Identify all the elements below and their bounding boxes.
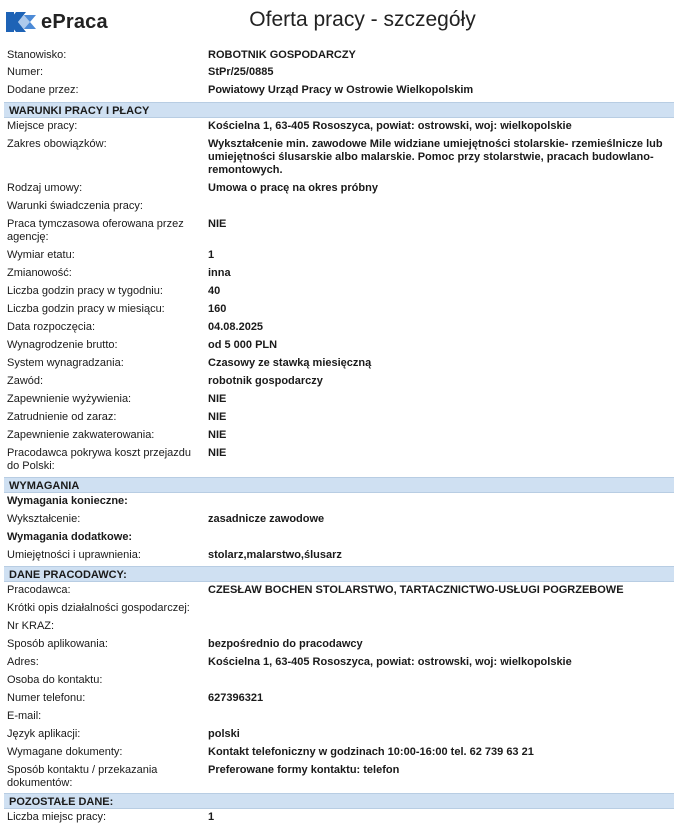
detail-value: 1 (208, 811, 215, 823)
subsection-title-konieczne: Wymagania konieczne: (7, 495, 128, 507)
detail-row (4, 728, 674, 746)
detail-label: Data rozpoczęcia: (7, 321, 96, 333)
detail-label: Warunki świadczenia pracy: (7, 200, 143, 212)
detail-value: Kościelna 1, 63-405 Rososzyca, powiat: ostrowski, woj: wielkopolskie (208, 656, 572, 668)
detail-label: Sposób aplikowania: (7, 638, 108, 650)
detail-row (4, 138, 674, 182)
detail-label: Numer: (7, 66, 44, 78)
detail-row (4, 602, 674, 620)
detail-value: stolarz,malarstwo,ślusarz (208, 549, 342, 561)
subsection-title-dodatkowe: Wymagania dodatkowe: (7, 531, 133, 543)
detail-value: CZESŁAW BOCHEN STOLARSTWO, TARTACZNICTWO-USŁUGI POGRZEBOWE (208, 584, 624, 596)
detail-value (204, 620, 674, 638)
detail-label: Adres: (7, 656, 39, 668)
detail-value: 627396321 (208, 692, 264, 704)
detail-label: Zatrudnienie od zaraz: (7, 411, 117, 423)
detail-row (4, 120, 674, 138)
detail-label: Krótki opis działalności gospodarczej: (7, 602, 190, 614)
detail-label: Numer telefonu: (7, 692, 86, 704)
detail-value: 1 (208, 249, 215, 261)
detail-row (4, 393, 674, 411)
detail-label: Wykształcenie: (7, 513, 81, 525)
detail-value (204, 602, 674, 620)
detail-value: od 5 000 PLN (208, 339, 278, 351)
detail-label: Zawód: (7, 375, 44, 387)
detail-label: Praca tymczasowa oferowana przez agencję: (7, 218, 184, 243)
section-header-wymagania: WYMAGANIA (4, 477, 674, 493)
detail-row (4, 411, 674, 429)
detail-row (4, 620, 674, 638)
logo-text: ePraca (41, 11, 108, 33)
detail-value: zasadnicze zawodowe (208, 513, 325, 525)
detail-label: Nr KRAZ: (7, 620, 55, 632)
detail-row (4, 66, 674, 84)
section-header-pracodawca: DANE PRACODAWCY: (4, 566, 674, 582)
detail-label: Zakres obowiązków: (7, 138, 107, 150)
detail-value: Czasowy ze stawką miesięczną (208, 357, 372, 369)
detail-value: polski (208, 728, 240, 740)
section-header-warunki: WARUNKI PRACY I PŁACY (4, 102, 674, 118)
detail-label: Liczba godzin pracy w miesiącu: (7, 303, 165, 315)
detail-row (4, 656, 674, 674)
detail-value: 160 (208, 303, 227, 315)
detail-value: NIE (208, 218, 227, 230)
detail-value: NIE (208, 411, 227, 423)
detail-label: Zmianowość: (7, 267, 72, 279)
detail-row (4, 447, 674, 477)
detail-label: Miejsce pracy: (7, 120, 78, 132)
detail-row (4, 429, 674, 447)
detail-row (4, 638, 674, 656)
detail-value: Wykształcenie min. zawodowe Mile widziane umiejętności stolarskie- rzemieślnicze lub umiejętności ślusarskie albo malarskie. Pomoc przy stolarstwie, pracach budowlano-remontowych. (208, 138, 663, 176)
detail-value (204, 200, 674, 218)
detail-row (4, 764, 674, 793)
detail-label: System wynagradzania: (7, 357, 124, 369)
detail-value (204, 674, 674, 692)
detail-row (4, 218, 674, 249)
detail-row (4, 692, 674, 710)
detail-label: Wymiar etatu: (7, 249, 75, 261)
detail-row (4, 267, 674, 285)
detail-value: Kontakt telefoniczny w godzinach 10:00-16:00 tel. 62 739 63 21 (208, 746, 534, 758)
page-header (0, 0, 675, 44)
page-title: Oferta pracy - szczegóły (249, 8, 476, 31)
detail-row (4, 357, 674, 375)
detail-label: Rodzaj umowy: (7, 182, 83, 194)
detail-label: Liczba miejsc pracy: (7, 811, 107, 823)
section-header-pozostale: POZOSTAŁE DANE: (4, 793, 674, 809)
detail-label: Sposób kontaktu / przekazania dokumentów: (7, 764, 158, 789)
detail-label: Osoba do kontaktu: (7, 674, 103, 686)
detail-row (4, 200, 674, 218)
detail-value (204, 710, 674, 728)
detail-row (4, 746, 674, 764)
detail-row (4, 549, 674, 566)
detail-row (4, 285, 674, 303)
detail-row (4, 513, 674, 531)
detail-row (4, 84, 674, 102)
detail-value: Powiatowy Urząd Pracy w Ostrowie Wielkopolskim (208, 84, 474, 96)
detail-value: robotnik gospodarczy (208, 375, 323, 387)
detail-row (4, 811, 674, 829)
detail-value: Preferowane formy kontaktu: telefon (208, 764, 400, 776)
detail-value: 40 (208, 285, 221, 297)
detail-value: NIE (208, 429, 227, 441)
detail-label: Zapewnienie zakwaterowania: (7, 429, 155, 441)
detail-row (4, 182, 674, 200)
detail-row (4, 674, 674, 692)
detail-label: Zapewnienie wyżywienia: (7, 393, 132, 405)
offer-summary (4, 49, 674, 102)
detail-row (4, 339, 674, 357)
detail-label: Dodane przez: (7, 84, 79, 96)
detail-label: Wymagane dokumenty: (7, 746, 123, 758)
detail-value: NIE (208, 393, 227, 405)
detail-row (4, 710, 674, 728)
detail-label: Umiejętności i uprawnienia: (7, 549, 141, 561)
detail-value: Umowa o pracę na okres próbny (208, 182, 378, 194)
detail-value: inna (208, 267, 231, 279)
detail-value: bezpośrednio do pracodawcy (208, 638, 363, 650)
offer-details (4, 49, 674, 829)
detail-row (4, 375, 674, 393)
detail-value: ROBOTNIK GOSPODARCZY (208, 49, 356, 61)
detail-row (4, 49, 674, 66)
detail-label: Stanowisko: (7, 49, 67, 61)
detail-value: NIE (208, 447, 227, 459)
detail-value: 04.08.2025 (208, 321, 264, 333)
detail-value: StPr/25/0885 (208, 66, 274, 78)
detail-row (4, 249, 674, 267)
detail-row (4, 584, 674, 602)
detail-label: Pracodawca pokrywa koszt przejazdu do Polski: (7, 447, 192, 472)
detail-row (4, 303, 674, 321)
detail-label: Wynagrodzenie brutto: (7, 339, 118, 351)
detail-label: Pracodawca: (7, 584, 71, 596)
detail-row (4, 321, 674, 339)
detail-label: Język aplikacji: (7, 728, 81, 740)
detail-label: Liczba godzin pracy w tygodniu: (7, 285, 163, 297)
detail-value: Kościelna 1, 63-405 Rososzyca, powiat: ostrowski, woj: wielkopolskie (208, 120, 572, 132)
detail-label: E-mail: (7, 710, 42, 722)
